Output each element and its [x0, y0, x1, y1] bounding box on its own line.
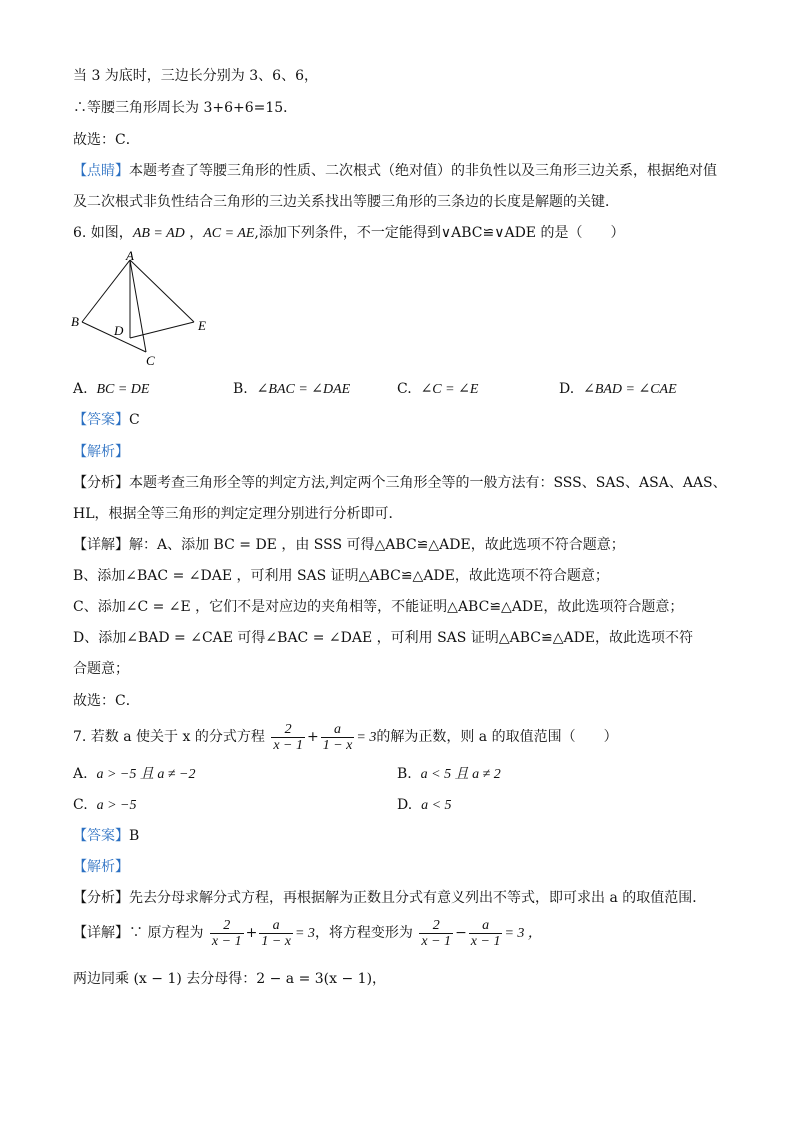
- q6-option-b: [233, 379, 350, 400]
- q7-detail-frac2-den: 1 − x: [261, 933, 291, 949]
- q7-plus: +: [306, 729, 319, 745]
- q7-option-d-expr: a < 5: [421, 798, 452, 813]
- q7-detail: [73, 916, 542, 951]
- q7-answer-tag: 【答案】: [73, 828, 129, 844]
- q6-detail-a-text: 解：A、添加 BC = DE ，由 SSS 可得△ABC≌△ADE，故此选项不符合题意；: [129, 537, 625, 553]
- q6-stem-suffix: ,添加下列条件，不一定能得到∨ABC≌∨ADE 的是（ ）: [254, 225, 625, 241]
- q7-option-c-letter: C.: [73, 797, 88, 813]
- q6-detail-d-line2: 合题意；: [73, 661, 129, 677]
- q6-stem-math1: AB = AD: [132, 226, 185, 241]
- q6-stem: [73, 223, 624, 244]
- q7-analysis-header: [73, 857, 129, 877]
- q7-option-c-expr: a > −5: [96, 798, 137, 813]
- q7-detail-eq2: = 3 ，: [504, 926, 542, 941]
- q7-option-b-expr: a < 5 且 a ≠ 2: [420, 767, 501, 782]
- q6-analysis-header: [73, 442, 129, 462]
- q6-stem-prefix: 6. 如图，: [73, 225, 133, 241]
- q6-option-b-letter: B.: [233, 381, 248, 397]
- q7-fraction-2: [321, 722, 355, 753]
- q7-option-b-letter: B.: [397, 766, 412, 782]
- q7-frac1-num: 2: [271, 722, 305, 738]
- q7-option-d: [397, 795, 452, 816]
- q7-detail-frac1-den: x − 1: [211, 933, 242, 949]
- q6-fenxi: [73, 473, 727, 493]
- q7-detail-tag: 【详解】: [73, 925, 129, 941]
- q7-detail-frac1-num: 2: [210, 918, 244, 934]
- q6-answer-value: C: [129, 412, 140, 428]
- q6-option-c: [397, 379, 478, 400]
- q6-detail-tag: 【详解】: [73, 537, 129, 553]
- q6-choose: 故选：C．: [73, 693, 140, 709]
- q7-stem-prefix: 7. 若数 a 使关于 x 的分式方程: [73, 729, 265, 745]
- q6-answer: [73, 410, 140, 430]
- q7-fenxi-tag: 【分析】: [73, 890, 129, 906]
- q7-detail-frac1: [210, 918, 244, 949]
- text-line-1: 当 3 为底时，三边长分别为 3、6、6，: [73, 68, 318, 84]
- q7-analysis-tag: 【解析】: [73, 859, 129, 875]
- q6-option-c-expr: ∠C = ∠E: [420, 382, 479, 397]
- q7-detail-frac4-num: a: [469, 918, 503, 934]
- triangle-figure: [66, 248, 226, 373]
- q7-fenxi: [73, 888, 706, 908]
- dianjing-text: 本题考查了等腰三角形的性质、二次根式（绝对值）的非负性以及三角形三边关系，根据绝对值: [129, 163, 717, 179]
- q6-option-d: [559, 379, 677, 400]
- q7-fraction-1: [271, 722, 305, 753]
- q7-detail-frac3-den: x − 1: [421, 933, 452, 949]
- q7-stem-suffix: 的解为正数，则 a 的取值范围（ ）: [376, 729, 618, 745]
- q7-detail-frac2-num: a: [259, 918, 293, 934]
- q7-eq: = 3: [356, 730, 377, 745]
- q6-detail-d: D、添加∠BAD = ∠CAE 可得∠BAC = ∠DAE ，可利用 SAS 证明△ABC≌△ADE，故此选项不符: [73, 630, 694, 646]
- q7-detail-frac2: [259, 918, 293, 949]
- q6-stem-math2: AC = AE: [203, 226, 255, 241]
- q7-detail-frac3: [419, 918, 453, 949]
- label-A: A: [126, 248, 134, 263]
- q7-detail-frac4: [469, 918, 503, 949]
- q7-detail-frac4-den: x − 1: [470, 933, 501, 949]
- q7-option-a-letter: A.: [73, 766, 88, 782]
- label-D: D: [114, 323, 124, 338]
- dianjing-paragraph: [73, 161, 717, 181]
- text-line-3: 故选：C．: [73, 132, 140, 148]
- q7-answer: [73, 826, 139, 846]
- q7-stem: [73, 720, 618, 755]
- q6-option-a: [73, 379, 149, 400]
- q7-detail-pre: ∵ 原方程为: [129, 925, 204, 941]
- q7-detail-plus: +: [245, 925, 258, 941]
- q7-frac1-den: x − 1: [273, 737, 303, 753]
- q6-detail-a: [73, 535, 625, 555]
- q6-answer-tag: 【答案】: [73, 412, 129, 428]
- q7-detail-mid: ，将方程变形为: [314, 925, 413, 941]
- q7-detail-frac3-num: 2: [419, 918, 453, 934]
- q6-option-b-expr: ∠BAC = ∠DAE: [256, 382, 351, 397]
- text-line-2: ∴等腰三角形周长为 3+6+6=15．: [73, 100, 298, 116]
- q6-option-a-letter: A.: [73, 381, 88, 397]
- q7-frac2-den: 1 − x: [322, 737, 353, 753]
- q7-option-b: [397, 764, 501, 785]
- label-B: B: [71, 314, 79, 329]
- q7-option-a: [73, 764, 196, 785]
- q6-option-d-letter: D.: [559, 381, 575, 397]
- q6-fenxi-text: 本题考查三角形全等的判定方法,判定两个三角形全等的一般方法有：SSS、SAS、ASA、AAS、: [129, 475, 727, 491]
- q6-detail-b: B、添加∠BAC = ∠DAE ，可利用 SAS 证明△ABC≌△ADE，故此选项不符合题意；: [73, 568, 609, 584]
- q6-stem-sep: ，: [184, 225, 204, 241]
- q6-fenxi-tag: 【分析】: [73, 475, 129, 491]
- q6-option-d-expr: ∠BAD = ∠CAE: [583, 382, 677, 397]
- q6-option-a-expr: BC = DE: [96, 382, 150, 397]
- q7-option-d-letter: D.: [397, 797, 413, 813]
- text-line-5: 及二次根式非负性结合三角形的三边关系找出等腰三角形的三条边的长度是解题的关键．: [73, 194, 619, 210]
- q7-detail-eq: = 3: [294, 926, 315, 941]
- q6-fenxi-line2: HL，根据全等三角形的判定定理分别进行分析即可．: [73, 506, 403, 522]
- q7-option-c: [73, 795, 136, 816]
- q7-fenxi-text: 先去分母求解分式方程，再根据解为正数且分式有意义列出不等式，即可求出 a 的取值范围．: [129, 890, 707, 906]
- q7-frac2-num: a: [321, 722, 355, 738]
- label-E: E: [198, 318, 206, 333]
- label-C: C: [146, 353, 155, 368]
- q7-detail-minus: −: [455, 925, 467, 941]
- q7-last-line: 两边同乘 (x − 1) 去分母得：2 − a = 3(x − 1)，: [73, 971, 387, 987]
- q6-detail-c: C、添加∠C = ∠E ，它们不是对应边的夹角相等，不能证明△ABC≌△ADE，故此选项符合题意；: [73, 599, 684, 615]
- q7-answer-value: B: [129, 828, 140, 844]
- q6-option-c-letter: C.: [397, 381, 412, 397]
- q6-analysis-tag: 【解析】: [73, 444, 129, 460]
- dianjing-tag: 【点睛】: [73, 163, 129, 179]
- q7-option-a-expr: a > −5 且 a ≠ −2: [96, 767, 196, 782]
